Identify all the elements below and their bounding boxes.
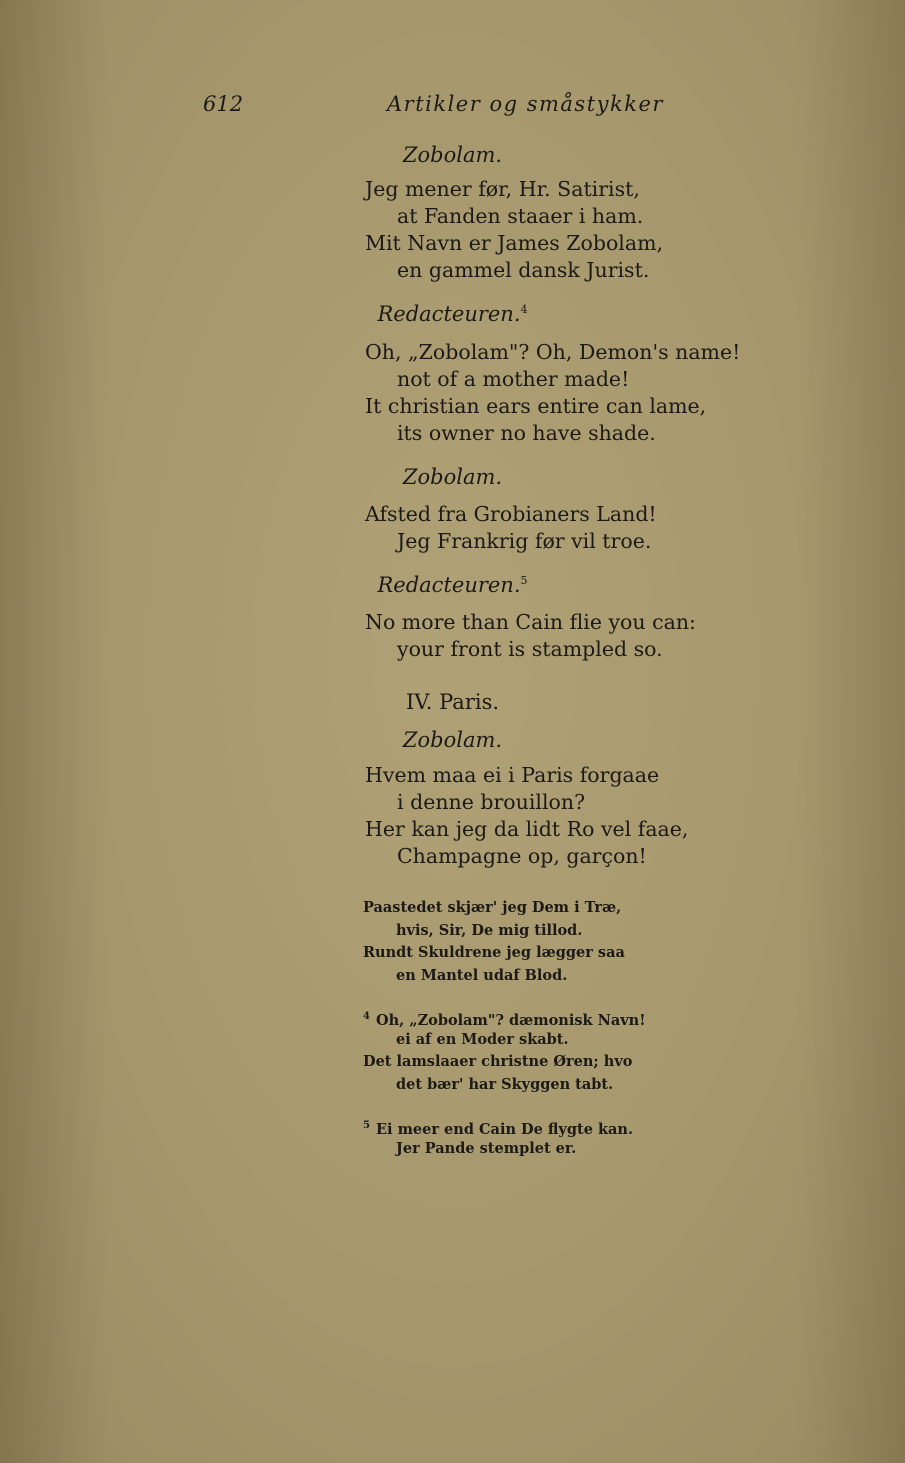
verse-line: Rundt Skuldrene jeg lægger saa <box>363 944 625 961</box>
stanza-4 <box>365 609 696 663</box>
verse-line: hvis, Sir, De mig tillod. <box>396 921 583 939</box>
speaker-name: Zobolam. <box>402 465 503 489</box>
verse-line: en Mantel udaf Blod. <box>396 966 568 984</box>
speaker-redacteuren <box>0 302 905 326</box>
footnote-line: Jer Pande stemplet er. <box>396 1139 577 1157</box>
footnote-line <box>363 1006 646 1029</box>
page-header <box>0 92 905 122</box>
footnote-5 <box>363 1115 633 1160</box>
verse-line: your front is stampled so. <box>397 637 663 661</box>
verse-line: It christian ears entire can lame, <box>365 394 707 418</box>
verse-line: No more than Cain flie you can: <box>365 610 696 634</box>
speaker-zobolam <box>0 465 905 489</box>
footnote-marker: 5 <box>363 1120 370 1131</box>
verse-line: Champagne op, garçon! <box>397 844 647 868</box>
footnote-line: Det lamslaaer christne Øren; hvo <box>363 1053 633 1070</box>
footnote-line <box>363 1115 633 1138</box>
stanza-3 <box>365 501 657 555</box>
stanza-1 <box>365 176 663 284</box>
footnote-ref[interactable]: 5 <box>520 574 528 587</box>
speaker-name: Redacteuren. <box>377 573 521 597</box>
verse-line: Jeg Frankrig før vil troe. <box>397 529 652 553</box>
verse-line: Hvem maa ei i Paris forgaae <box>365 763 660 787</box>
footnote-marker: 4 <box>363 1011 370 1022</box>
page-number: 612 <box>203 92 244 116</box>
verse-line: Jeg mener før, Hr. Satirist, <box>365 177 640 201</box>
footnote-text: Ei meer end Cain De flygte kan. <box>375 1120 634 1138</box>
speaker-name: Zobolam. <box>402 143 503 167</box>
verse-line: its owner no have shade. <box>397 421 656 445</box>
verse-line: en gammel dansk Jurist. <box>397 258 650 282</box>
footnote-text: Oh, „Zobolam"? dæmonisk Navn! <box>375 1011 646 1029</box>
speaker-zobolam <box>0 728 905 752</box>
verse-line: Oh, „Zobolam"? Oh, Demon's name! <box>365 340 741 364</box>
verse-line: Paastedet skjær' jeg Dem i Træ, <box>363 899 622 916</box>
small-stanza <box>363 897 625 987</box>
verse-line: not of a mother made! <box>397 367 630 391</box>
speaker-zobolam <box>0 143 905 167</box>
speaker-name: Redacteuren. <box>377 302 521 326</box>
verse-line: Afsted fra Grobianers Land! <box>365 502 657 526</box>
verse-line: at Fanden staaer i ham. <box>397 204 644 228</box>
verse-line: i denne brouillon? <box>397 790 586 814</box>
footnote-ref[interactable]: 4 <box>520 303 528 316</box>
stanza-5 <box>365 762 688 870</box>
stanza-2 <box>365 339 740 447</box>
speaker-name: Zobolam. <box>402 728 503 752</box>
verse-line: Her kan jeg da lidt Ro vel faae, <box>365 817 689 841</box>
footnote-line: ei af en Moder skabt. <box>396 1030 569 1048</box>
footnote-line: det bær' har Skyggen tabt. <box>396 1075 614 1093</box>
verse-line: Mit Navn er James Zobolam, <box>365 231 664 255</box>
section-heading: IV. Paris. <box>405 690 500 714</box>
speaker-redacteuren <box>0 573 905 597</box>
footnote-4 <box>363 1006 646 1096</box>
running-head: Artikler og småstykker <box>387 92 664 116</box>
